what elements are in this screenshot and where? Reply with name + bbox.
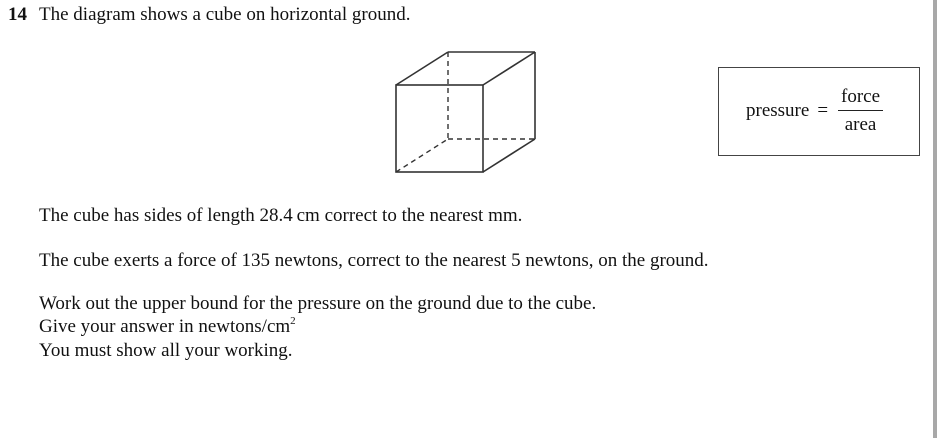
pressure-formula xyxy=(746,86,883,136)
formula-fraction xyxy=(838,86,883,136)
task-instruction: Work out the upper bound for the pressure on the ground due to the cube. xyxy=(39,293,597,314)
formula-equals: = xyxy=(817,100,829,121)
formula-lhs: pressure xyxy=(746,100,810,121)
question-intro: The diagram shows a cube on horizontal ground. xyxy=(39,4,411,25)
cube-hidden-edges xyxy=(396,52,535,172)
answer-units-text: Give your answer in newtons/cm xyxy=(39,316,291,337)
formula-box xyxy=(718,67,920,156)
formula-denominator: area xyxy=(844,114,877,135)
cube-front-face xyxy=(396,85,483,172)
formula-numerator: force xyxy=(838,86,883,111)
cube-force-statement: The cube exerts a force of 135 newtons, correct to the nearest 5 newtons, on the ground. xyxy=(39,250,709,271)
answer-units-superscript: 2 xyxy=(290,315,296,327)
question-number: 14 xyxy=(8,4,27,25)
page-margin-bar xyxy=(933,0,937,438)
cube-side-statement: The cube has sides of length 28.4 cm correct to the nearest mm. xyxy=(39,205,523,226)
answer-units-instruction xyxy=(39,316,296,338)
working-note: You must show all your working. xyxy=(39,340,293,361)
